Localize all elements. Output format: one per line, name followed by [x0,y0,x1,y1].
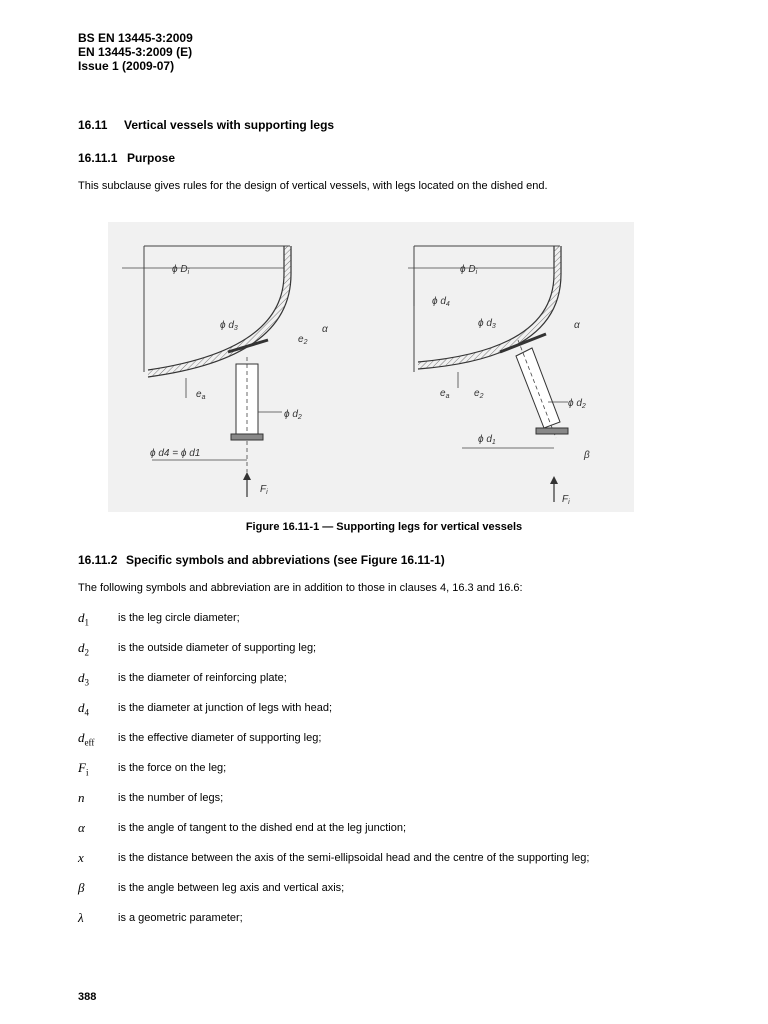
symbol: x [78,850,84,865]
symbol-row [78,730,718,748]
right-d1-label: ϕ $d_1$ [478,434,496,446]
symbol-row [78,820,718,838]
symbol-definition: is the angle between leg axis and vertical axis; [118,882,345,894]
symbol-definition: is the distance between the axis of the semi-ellipsoidal head and the centre of the supporting leg; [118,852,590,864]
figure-caption: Figure 16.11-1 — Supporting legs for vertical vessels [245,521,523,533]
left-leg-foot [231,434,263,440]
subsection-heading-purpose [78,151,175,165]
section-heading [78,118,334,132]
right-force-arrowhead [550,476,558,484]
symbol-row [78,790,718,808]
symbol-definition: is the diameter at junction of legs with head; [118,702,333,714]
issue-number: Issue 1 (2009-07) [78,59,175,73]
right-ea-label: $e_a$ [440,388,450,400]
symbol-row [78,640,718,658]
left-diameter-label: ϕ $D_i$ [172,264,190,276]
subsection-title: Purpose [127,151,176,165]
right-force-label: $F_i$ [562,494,570,506]
left-force-label: $F_i$ [260,484,268,496]
right-beta-label: β [584,450,590,461]
symbol-row [78,610,718,628]
standard-edition: EN 13445-3:2009 (E) [78,45,193,59]
subsection-number: 16.11.2 [78,553,118,567]
symbol: n [78,790,85,805]
symbol-definition: is the force on the leg; [118,762,227,774]
symbol: $d_{eff}$ [78,730,95,748]
section-number: 16.11 [78,118,108,132]
symbol-definition: is a geometric parameter; [118,912,243,924]
symbol-definition: is the number of legs; [118,792,224,804]
symbol: $d_3$ [78,670,89,688]
purpose-paragraph: This subclause gives rules for the design of vertical vessels, with legs located on the dished end. [78,180,548,192]
symbol-row [78,760,718,778]
symbol: $d_4$ [78,700,89,718]
left-alpha-label: α [322,324,328,335]
left-e2-label: $e_2$ [298,334,308,346]
symbol-definition: is the effective diameter of supporting leg; [118,732,322,744]
symbol-row [78,700,718,718]
symbol-definition: is the leg circle diameter; [118,612,240,624]
symbol-row [78,880,718,898]
symbol-definition: is the diameter of reinforcing plate; [118,672,287,684]
symbol-row [78,910,718,928]
symbol: $F_i$ [78,760,89,778]
subsection-heading-symbols [78,553,445,567]
left-d2-label: ϕ $d_2$ [284,409,302,421]
right-diameter-label: ϕ $D_i$ [460,264,478,276]
symbol: $d_1$ [78,610,89,628]
right-d3-label: ϕ $d_3$ [478,318,496,330]
right-e2-label: $e_2$ [474,388,484,400]
left-force-arrowhead [243,472,251,480]
page-number: 388 [78,991,97,1003]
left-ea-label: $e_a$ [196,389,206,401]
symbol: α [78,820,85,835]
left-d3-label: ϕ $d_3$ [220,320,238,332]
left-vessel-drawing [122,246,328,497]
section-title: Vertical vessels with supporting legs [124,118,335,132]
right-head-hatch [418,246,561,369]
right-leg-foot [536,428,568,434]
left-d4-eq-label: ϕ d4 = ϕ d1 [150,448,201,459]
symbols-intro-paragraph: The following symbols and abbreviation are in addition to those in clauses 4, 16.3 and 16.6: [78,582,523,594]
symbol-definition: is the outside diameter of supporting leg; [118,642,317,654]
subsection-title: Specific symbols and abbreviations (see Figure 16.11-1) [126,553,445,567]
symbol-definition: is the angle of tangent to the dished end at the leg junction; [118,822,407,834]
symbol-row [78,850,718,868]
subsection-number: 16.11.1 [78,151,118,165]
right-alpha-label: α [574,320,580,331]
symbol: $d_2$ [78,640,89,658]
symbol: β [78,880,85,895]
standard-number: BS EN 13445-3:2009 [78,31,193,45]
symbol: λ [78,910,84,925]
right-d4-label: ϕ $d_4$ [432,296,450,308]
figure-drawing [108,222,634,512]
symbol-row [78,670,718,688]
left-head-inner [148,246,284,370]
right-d2-label: ϕ $d_2$ [568,398,586,410]
figure-supporting-legs [108,222,634,512]
document-header [78,31,193,73]
right-vessel-drawing [408,246,590,506]
left-head-hatch [148,246,291,377]
right-leg [516,348,560,428]
